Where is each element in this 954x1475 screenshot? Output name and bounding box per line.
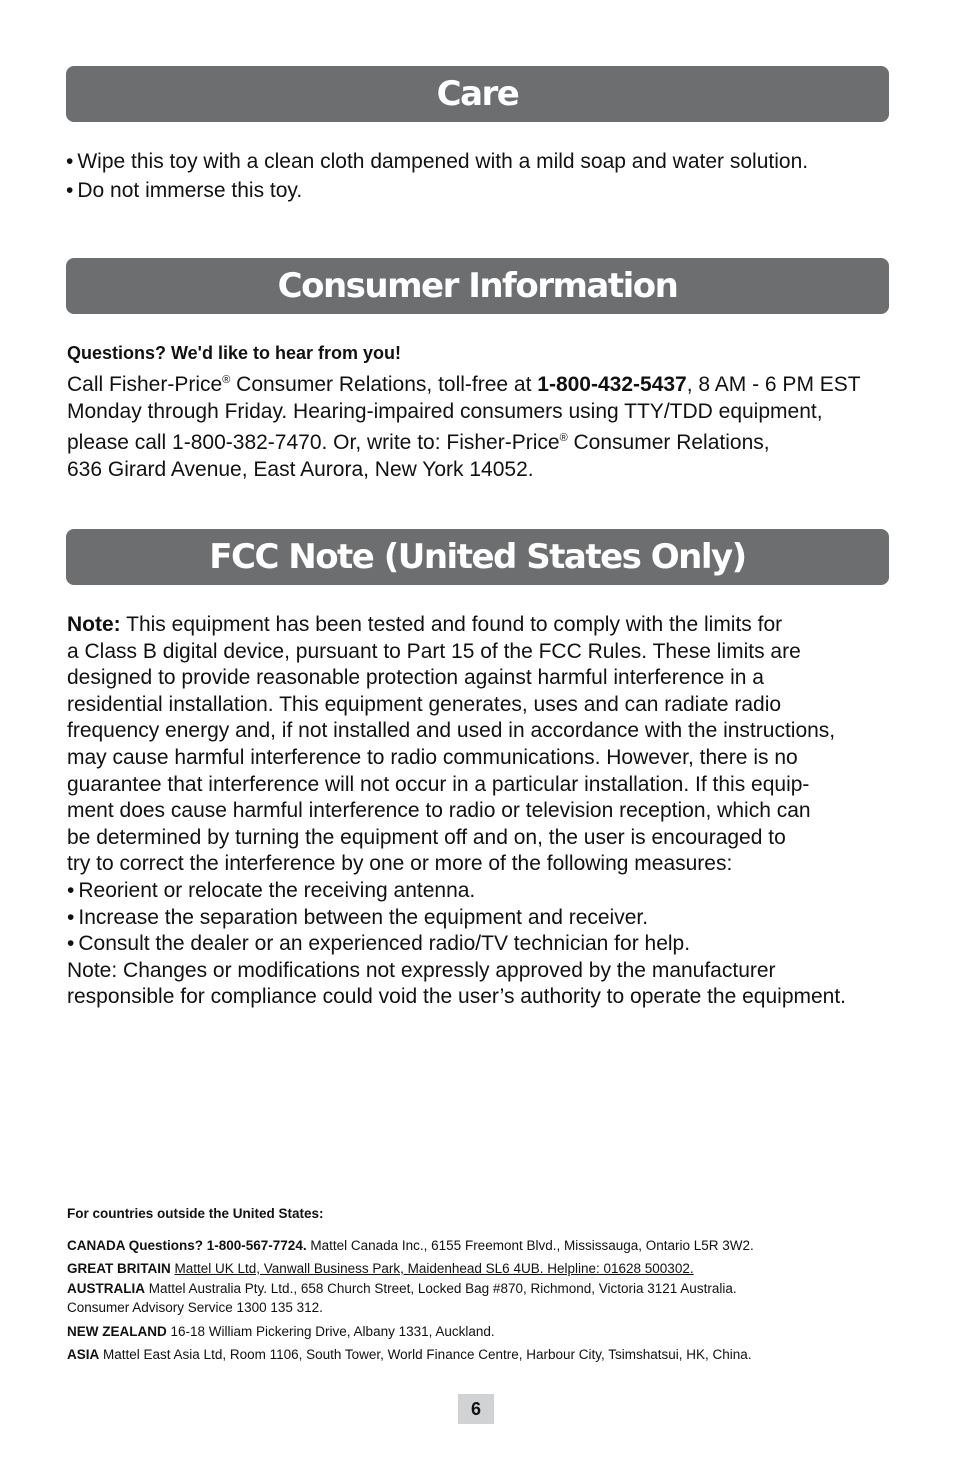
care-bullet-1: • Wipe this toy with a clean cloth dampened with a mild soap and water solution. <box>66 147 808 176</box>
consumer-info-heading: Consumer Information <box>66 258 889 314</box>
canada-contact: CANADA Questions? 1-800-567-7724. Mattel Canada Inc., 6155 Freemont Blvd., Mississauga, Ontario L5R 3W2. <box>67 1237 754 1253</box>
asia-contact: ASIA Mattel East Asia Ltd, Room 1106, South Tower, World Finance Centre, Harbour City, Tsimshatsui, HK, China. <box>67 1347 752 1362</box>
consumer-question: Questions? We'd like to hear from you! <box>67 343 401 363</box>
fcc-closing-1: Note: Changes or modifications not expressly approved by the manufacturer <box>67 958 776 982</box>
footer-heading: For countries outside the United States: <box>67 1206 324 1221</box>
fcc-heading: FCC Note (United States Only) <box>66 529 889 585</box>
new-zealand-contact: NEW ZEALAND 16-18 William Pickering Drive, Albany 1331, Auckland. <box>67 1323 495 1339</box>
fcc-bullet-2: • Increase the separation between the equipment and receiver. <box>67 905 897 932</box>
care-list <box>66 147 808 205</box>
fcc-line-7: guarantee that interference will not occur in a particular installation. If this equip- <box>67 772 810 796</box>
international-contacts <box>67 1204 887 1365</box>
fcc-bullet-1: • Reorient or relocate the receiving antenna. <box>67 878 897 905</box>
australia-contact-2: Consumer Advisory Service 1300 135 312. <box>67 1300 323 1315</box>
consumer-line-4: 636 Girard Avenue, East Aurora, New York 14052. <box>67 457 534 481</box>
fcc-note-label: Note: <box>67 613 121 636</box>
care-heading: Care <box>66 66 889 122</box>
consumer-line-1: Call Fisher-Price® Consumer Relations, toll-free at 1-800-432-5437, 8 AM - 6 PM EST <box>67 373 861 396</box>
fcc-line-4: residential installation. This equipment generates, uses and can radiate radio <box>67 692 782 716</box>
great-britain-contact: GREAT BRITAIN Mattel UK Ltd, Vanwall Business Park, Maidenhead SL6 4UB. Helpline: 01628 500302. <box>67 1261 694 1276</box>
fcc-line-8: ment does cause harmful interference to radio or television reception, which can <box>67 799 811 823</box>
consumer-info-body <box>67 341 897 483</box>
fcc-line-10: try to correct the interference by one or more of the following measures: <box>67 852 733 876</box>
fcc-line-6: may cause harmful interference to radio communications. However, there is no <box>67 745 798 769</box>
fcc-line-9: be determined by turning the equipment off and on, the user is encouraged to <box>67 825 786 849</box>
fcc-body <box>67 612 897 1011</box>
fcc-line-2: a Class B digital device, pursuant to Part 15 of the FCC Rules. These limits are <box>67 639 801 663</box>
page-number: 6 <box>458 1394 494 1424</box>
fcc-closing-2: responsible for compliance could void the user’s authority to operate the equipment. <box>67 985 847 1009</box>
consumer-phone: 1-800-432-5437 <box>537 373 687 396</box>
fcc-bullet-3: • Consult the dealer or an experienced radio/TV technician for help. <box>67 931 897 958</box>
australia-contact: AUSTRALIA Mattel Australia Pty. Ltd., 658 Church Street, Locked Bag #870, Richmond, Victoria 3121 Australia. <box>67 1280 737 1296</box>
fcc-line-5: frequency energy and, if not installed and used in accordance with the instructions, <box>67 719 836 743</box>
fcc-line-1: Note: This equipment has been tested and found to comply with the limits for <box>67 613 783 636</box>
consumer-line-3: please call 1-800-382-7470. Or, write to: Fisher-Price® Consumer Relations, <box>67 431 770 455</box>
care-bullet-2: • Do not immerse this toy. <box>66 176 808 205</box>
consumer-line-2: Monday through Friday. Hearing-impaired consumers using TTY/TDD equipment, <box>67 399 823 423</box>
fcc-line-3: designed to provide reasonable protection against harmful interference in a <box>67 666 764 690</box>
